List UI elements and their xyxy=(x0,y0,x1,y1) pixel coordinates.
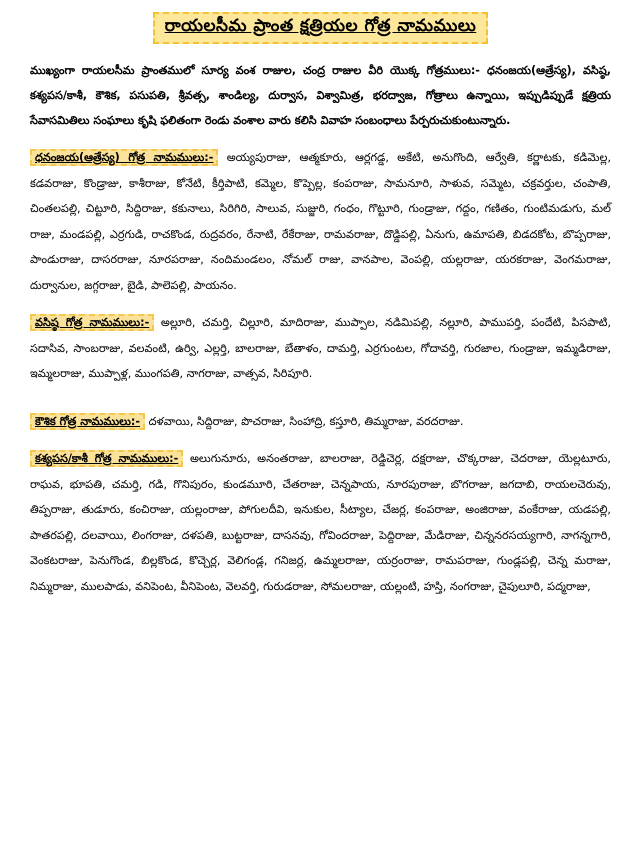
section-text: అయ్యపురాజు, ఆత్మకూరు, ఆర్లగడ్డ, అకేటి, అనుగొంది, ఆర్వేతి, కర్ణాటకు, కడిమెల్ల, కడవరాజు, కొండ్రాజు, కాశీరాజు, కోనేటి, కీర్తిపాటి, కమ్మెల, కొప్పెల్ల, కంపరాజు, సామనూరి, సాళువ, సమ్మెట, చక్రవర్తుల, చంపాతి, చింతలపల్లి, చిట్టూరి, సిద్దిరాజు, కకునాలు, సిరిగిరి, సాలువ, సుజ్జురి, గంధం, గొట్టూరి, గుండ్రాజు, గద్దం, గణితం, గుంటిమడుగు, మల్ రాజు, మండపల్లి, ఎర్రగుడి, రాచకొండ, రుద్రవరం, రేనాటి, రేకేరాజు, రామవరాజు, దొడ్డిపల్లి, ఏనుగు, ఉమాపతి, బిడదకోట, బొప్పరాజు, పాండురాజు, దాసరరాజు, నూరపరాజు, నందిమండలం, నోమల్ రాజు, వానపాల, వెంపల్లి, యల్లరాజు, యరకరాజు, వెంగమరాజు, దుర్వానుల, జగ్గరాజు, బైడి, పాలెపల్లి, పాయనం. xyxy=(30,151,612,292)
section-vasishta xyxy=(30,310,611,387)
intro-paragraph: ముఖ్యంగా రాయలసీమ ప్రాంతములో సూర్య వంశ రాజుల, చంద్ర రాజుల వీరి యొక్క గోత్రములు:- ధనంజయ(ఆత్రేస్య), వసిష్ఠ, కశ్యపస/కాశీ, కౌశిక, పసుపతి, శ్రీవత్స, శాండిల్య, దుర్వాస, విశ్వామిత్ర, భరద్వాజ, గోత్రాలు ఉన్నాయి, ఇప్పుడిప్పుడే క్షత్రియ సేవాసమితిలు సంఘాలు కృషి ఫలితంగా రెండు వంశాల వారు కలిసి వివాహ సంబంధాలు పేర్పరుచుకుంటున్నారు. xyxy=(30,64,611,127)
section-heading: కౌశిక గోత్ర నామములు:- xyxy=(30,413,145,430)
section-heading: వసిష్ఠ గోత్ర నామములు:- xyxy=(30,314,154,331)
section-text: అలుగునూరు, అనంతరాజు, బాలరాజు, రెడ్డిచెర్ల, దక్షరాజు, చొక్కరాజు, చెదరాజు, యెల్లటూరు, రాఘవ, భూపతి, చమర్తి, గడి, గొనిపురం, కుండమూరి, చేతరాజు, చెన్నపాయ, నూరపురాజు, బొగరాజు, జగదాబి, రాయలచెరువు, తిప్పరాజు, తుడూరు, కంచిరాజు, యల్లంరాజు, పోగులదీవి, ఇనుకుల, సీట్యాల, చేజర్ల, కంపరాజు, అంజిరాజు, వంకేరాజు, యడపల్లి, పాతరపల్లి, దలవాయి, లింగరాజు, దళపతి, బుట్టరాజు, దాసనవు, గోవిందరాజు, పెద్దిరాజు, మేడిరాజు, చిన్ననరసయ్యగారి, నాగన్నగారి, వెంకటరాజు, పెనుగొండ, బిల్లకొండ, కొచ్చెర్ల, వెలిగండ్ల, గనిజర్ల, ఉమ్మలరాజు, యర్రంరాజు, రామపరాజు, గుండ్లపల్లి, చెన్న మరాజు, నిమ్మరాజు, ములపాడు, వనిపెంట, వీనిపెంట, వెలవర్తి, గురుడరాజు, సోమలరాజు, యల్లంటి, హస్తి, నంగరాజు, చైపులూరి, పద్మరాజు, xyxy=(30,452,611,593)
section-text: అల్లూరి, చమర్తి, చిల్లూరి, మాదిరాజు, ముప్పాల, నడిమిపల్లి, నల్లూరి, పాముపర్తి, పందేటి, పిసపాటి, సదాసివ, సాంబరాజు, వలవంటి, ఉర్వి, ఎల్లర్తి, బాలరాజు, బేతాళం, దామర్తి, ఎర్రగుంటల, గోదావర్తి, గురజాల, గుండ్రాజు, ఇమ్మడిరాజు, ఇమ్మలరాజు, ముప్పాళ్ల, ముంగపతి, నాగరాజు, వాత్సవ, సిరిపూరి. xyxy=(30,316,611,380)
title-container xyxy=(30,0,611,44)
section-kaushika xyxy=(30,409,611,435)
section-heading: కశ్యపస/కాశీ గోత్ర నామములు:- xyxy=(30,450,183,467)
page-title: రాయలసీమ ప్రాంత క్షత్రియల గోత్ర నామములు xyxy=(153,12,489,44)
section-heading: ధనంజయ(ఆత్రేస్య) గోత్ర నామములు:- xyxy=(30,149,218,166)
section-kashyapasa xyxy=(30,446,611,599)
section-text: దళవాయి, సిద్దిరాజు, పొచరాజు, సింహాద్రి, కస్తూరి, తిమ్మరాజు, వరదరాజు. xyxy=(145,414,464,428)
section-dhananjaya xyxy=(30,145,611,298)
